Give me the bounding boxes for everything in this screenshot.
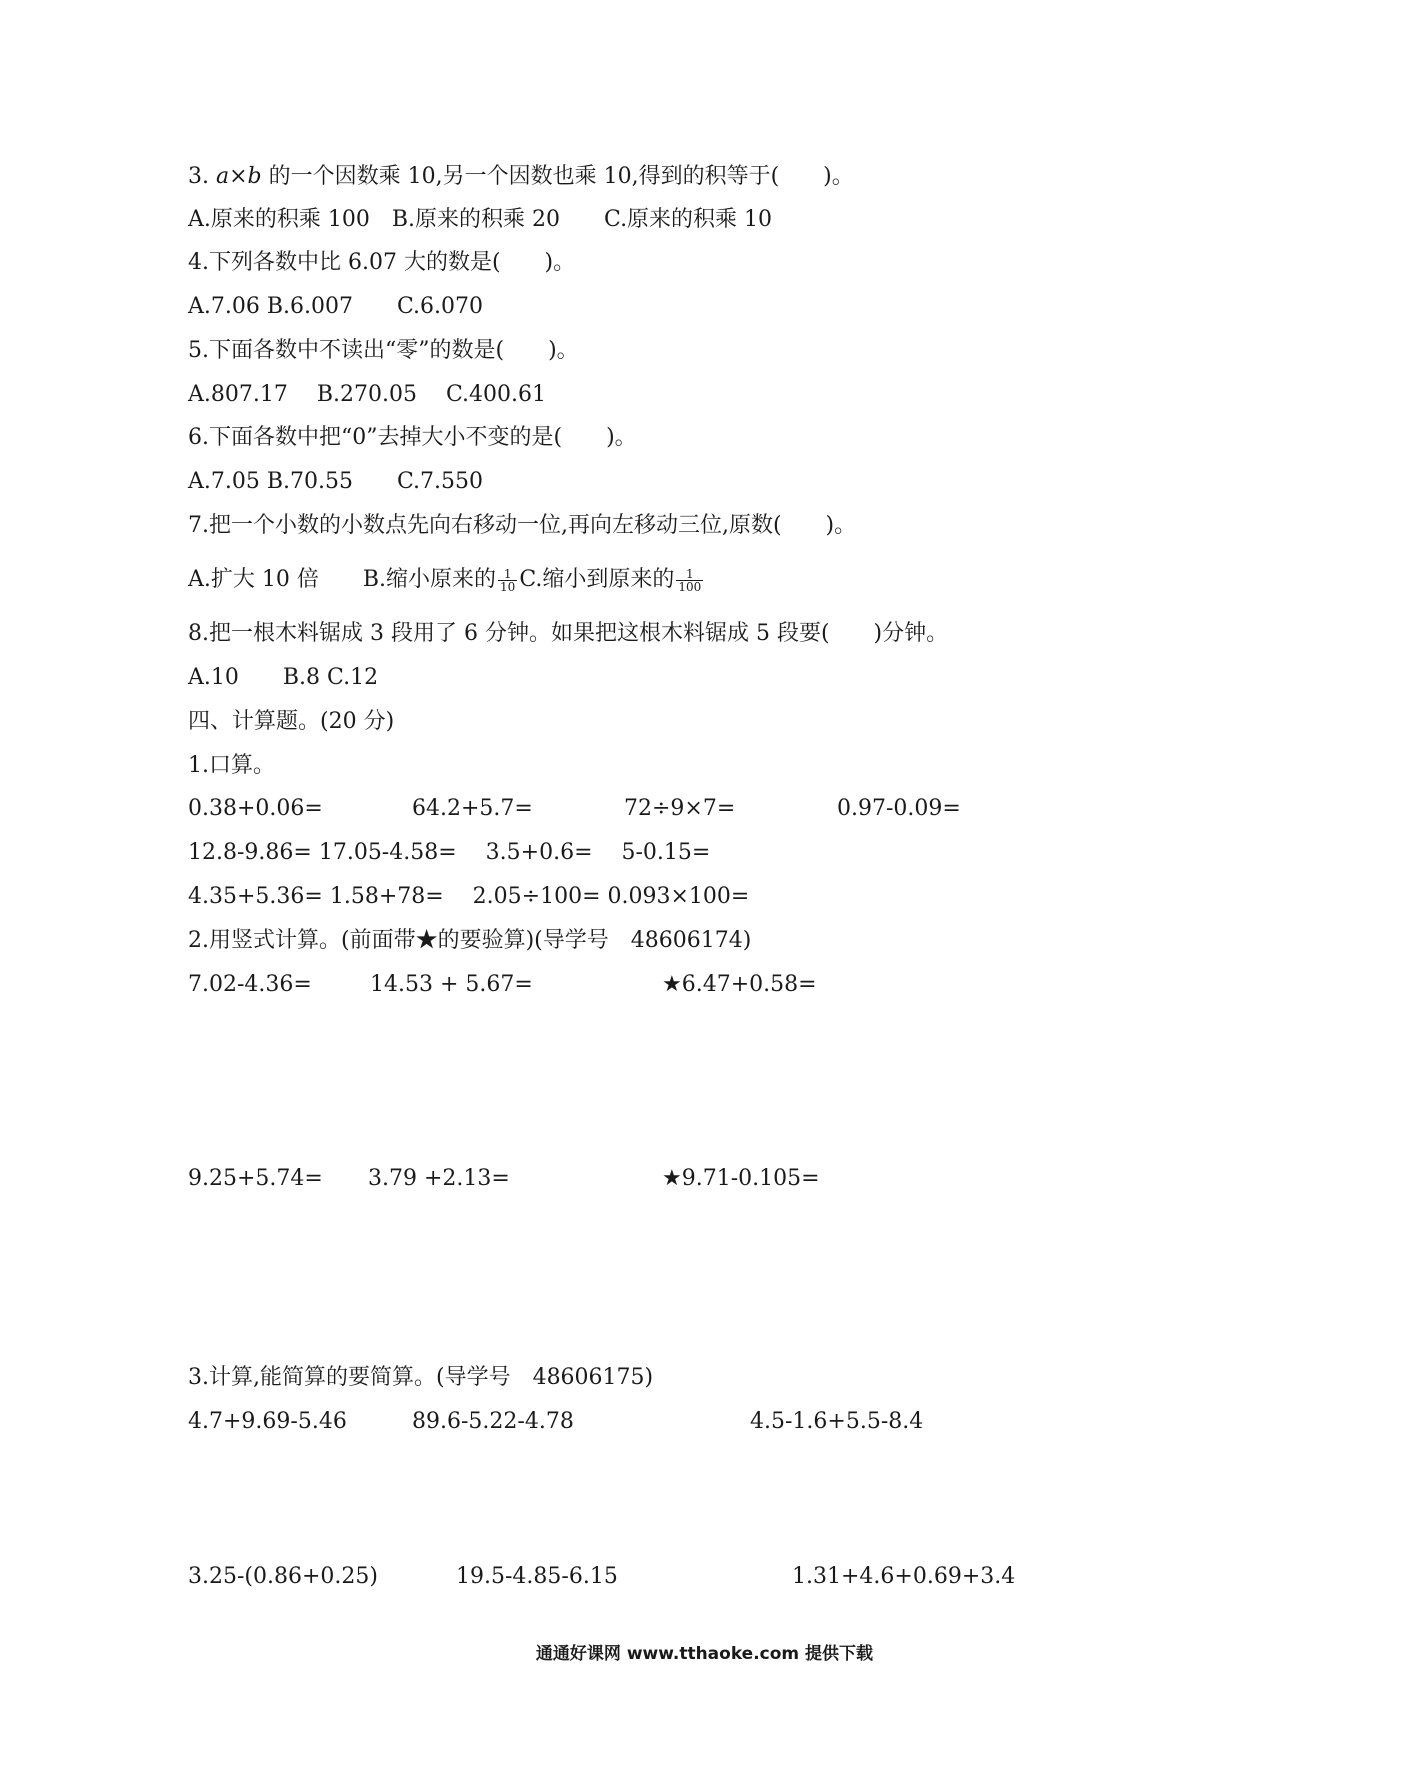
- oral-title: 1.口算。: [188, 753, 275, 778]
- q7-fraction-c: $\frac{1}{100}$: [678, 566, 702, 594]
- q3-times: ×: [229, 164, 248, 189]
- section-title: 四、计算题。(20 分): [188, 709, 395, 734]
- q8-text: 8.把一根木料锯成 3 段用了 6 分钟。如果把这根木料锯成 5 段要( )分钟。: [188, 621, 949, 646]
- q3-rest: 的一个因数乘 10,另一个因数也乘 10,得到的积等于( )。: [261, 164, 854, 189]
- oral-item: 0.38+0.06=: [188, 796, 323, 821]
- vertical-item: ★6.47+0.58=: [662, 972, 817, 997]
- oral-row-2: 12.8-9.86= 17.05-4.58= 3.5+0.6= 5-0.15=: [188, 840, 711, 865]
- q8-options: A.10 B.8 C.12: [188, 665, 379, 690]
- q5-options: A.807.17 B.270.05 C.400.61: [188, 382, 547, 407]
- q3-prefix: 3.: [188, 164, 216, 189]
- q4-text: 4.下列各数中比 6.07 大的数是( )。: [188, 250, 576, 275]
- vertical-item: 7.02-4.36=: [188, 972, 312, 997]
- q7-option-a: A.扩大 10 倍: [188, 567, 363, 592]
- q3-var-a: a: [215, 164, 230, 189]
- q7-option-c: C.缩小到原来的: [519, 567, 675, 592]
- q3-var-b: b: [247, 164, 262, 189]
- simplify-title: 3.计算,能简算的要简算。(导学号 48606175): [188, 1365, 654, 1390]
- oral-item: 0.97-0.09=: [837, 796, 961, 821]
- q6-text: 6.下面各数中把“0”去掉大小不变的是( )。: [188, 425, 637, 450]
- simplify-item: 4.5-1.6+5.5-8.4: [750, 1409, 924, 1434]
- simplify-item: 89.6-5.22-4.78: [412, 1409, 574, 1434]
- q7-text: 7.把一个小数的小数点先向右移动一位,再向左移动三位,原数( )。: [188, 513, 857, 538]
- simplify-item: 1.31+4.6+0.69+3.4: [792, 1564, 1016, 1589]
- vertical-item: 14.53 + 5.67=: [370, 972, 533, 997]
- q7-option-b: B.缩小原来的: [362, 567, 497, 592]
- vertical-item: ★9.71-0.105=: [662, 1166, 820, 1191]
- oral-item: 72÷9×7=: [624, 796, 736, 821]
- q4-options: A.7.06 B.6.007 C.6.070: [188, 294, 484, 319]
- simplify-item: 4.7+9.69-5.46: [188, 1409, 347, 1434]
- vertical-item: 9.25+5.74=: [188, 1166, 323, 1191]
- oral-row-3: 4.35+5.36= 1.58+78= 2.05÷100= 0.093×100=: [188, 884, 750, 909]
- vertical-title: 2.用竖式计算。(前面带★的要验算)(导学号 48606174): [188, 928, 752, 953]
- q5-text: 5.下面各数中不读出“零”的数是( )。: [188, 338, 579, 363]
- vertical-item: 3.79 +2.13=: [368, 1166, 510, 1191]
- q3-text: [188, 162, 854, 192]
- q6-options: A.7.05 B.70.55 C.7.550: [188, 469, 484, 494]
- simplify-item: 19.5-4.85-6.15: [456, 1564, 618, 1589]
- q3-options: A.原来的积乘 100 B.原来的积乘 20 C.原来的积乘 10: [188, 207, 773, 232]
- q7-options: [188, 565, 705, 595]
- q7-fraction-b: $\frac{1}{10}$: [500, 566, 516, 594]
- simplify-item: 3.25-(0.86+0.25): [188, 1564, 378, 1589]
- oral-item: 64.2+5.7=: [412, 796, 533, 821]
- footer-text: 通通好课网 www.tthaoke.com 提供下载: [535, 1644, 874, 1664]
